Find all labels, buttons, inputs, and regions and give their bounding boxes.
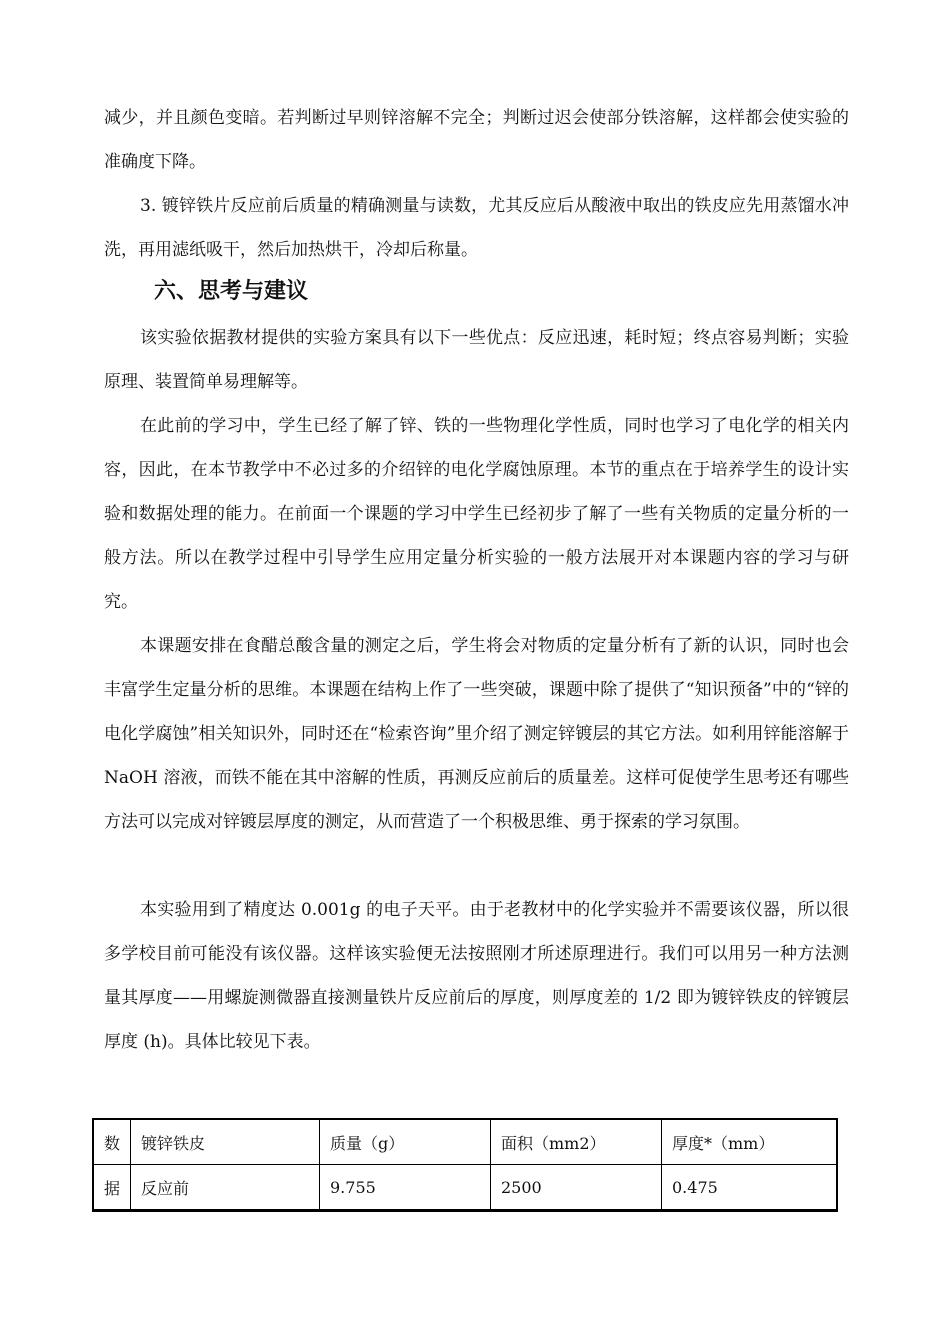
paragraph-continued: 减少，并且颜色变暗。若判断过早则锌溶解不完全；判断过迟会使部分铁溶解，这样都会使实验的准确度下降。 — [104, 108, 849, 172]
table-row — [93, 1165, 837, 1211]
table-side-label: 数 — [93, 1119, 131, 1165]
table-cell: 2500 — [491, 1165, 662, 1211]
table-header-cell: 质量（g） — [320, 1119, 491, 1165]
data-table — [92, 1118, 838, 1212]
section-paragraph-course-design: 本课题安排在食醋总酸含量的测定之后，学生将会对物质的定量分析有了新的认识，同时也会丰富学生定量分析的思维。本课题在结构上作了一些突破，课题中除了提供了“知识预备”中的“锌的电化学腐蚀”相关知识外，同时还在“检索咨询”里介绍了测定锌镀层的其它方法。如利用锌能溶解于 NaOH 溶液，而铁不能在其中溶解的性质，再测反应前后的质量差。这样可促使学生思考还有哪些方法可以完成对锌镀层厚度的测定，从而营造了一个积极思维、勇于探索的学习氛围。 — [104, 636, 849, 832]
section-paragraph-prior-learning: 在此前的学习中，学生已经了解了锌、铁的一些物理化学性质，同时也学习了电化学的相关内容，因此，在本节教学中不必过多的介绍锌的电化学腐蚀原理。本节的重点在于培养学生的设计实验和数据处理的能力。在前面一个课题的学习中学生已经初步了解了一些有关物质的定量分析的一般方法。所以在教学过程中引导学生应用定量分析实验的一般方法展开对本课题内容的学习与研究。 — [104, 416, 849, 612]
section-paragraph-method: 本实验用到了精度达 0.001g 的电子天平。由于老教材中的化学实验并不需要该仪器，所以很多学校目前可能没有该仪器。这样该实验便无法按照刚才所述原理进行。我们可以用另一种方法测量其厚度——用螺旋测微器直接测量铁片反应前后的厚度，则厚度差的 1/2 即为镀锌铁皮的锌镀层厚度 (h)。具体比较见下表。 — [104, 900, 849, 1052]
table-side-label: 据 — [93, 1165, 131, 1211]
section-heading: 六、思考与建议 — [154, 279, 309, 304]
paragraph-item-3: 3. 镀锌铁片反应前后质量的精确测量与读数，尤其反应后从酸液中取出的铁皮应先用蒸馏水冲洗，再用滤纸吸干，然后加热烘干，冷却后称量。 — [104, 196, 849, 260]
table-cell: 9.755 — [320, 1165, 491, 1211]
section-paragraph-advantages: 该实验依据教材提供的实验方案具有以下一些优点：反应迅速，耗时短；终点容易判断；实验原理、装置简单易理解等。 — [104, 328, 849, 392]
table-cell: 反应前 — [131, 1165, 320, 1211]
table-header-row — [93, 1119, 837, 1165]
table-header-cell: 面积（mm2） — [491, 1119, 662, 1165]
table-cell: 0.475 — [662, 1165, 838, 1211]
table-header-cell: 镀锌铁皮 — [131, 1119, 320, 1165]
table-header-cell: 厚度*（mm） — [662, 1119, 838, 1165]
